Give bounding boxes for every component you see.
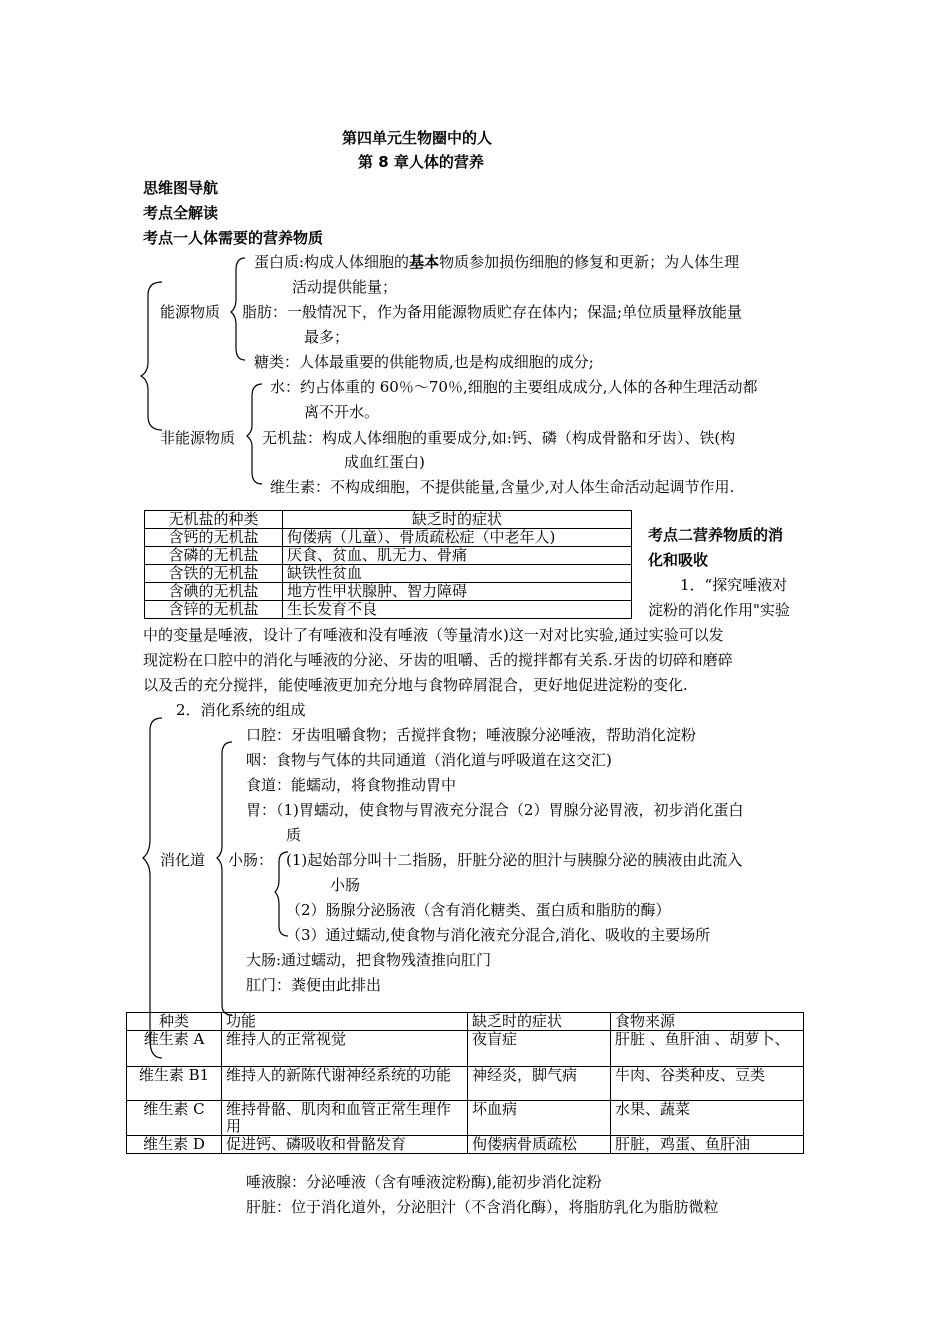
protein-bold: 基本 [409, 253, 440, 271]
table-header-row [127, 1013, 804, 1031]
salivary-gland-line: 唾液腺：分泌唾液（含有唾液淀粉酶),能初步消化淀粉 [246, 1173, 602, 1191]
table-cell: 含钙的无机盐 [145, 529, 283, 547]
table-row [127, 1031, 804, 1067]
table-row [145, 565, 632, 583]
table-cell: 维生素 D [127, 1136, 222, 1154]
vitamin-table [126, 1012, 804, 1154]
small-intestine-line-1: (1)起始部分叫十二指肠，肝脏分泌的胆汁与胰腺分泌的胰液由此流入 [286, 851, 743, 869]
protein-text-b: 物质参加损伤细胞的修复和更新；为人体生理 [439, 253, 740, 271]
table-header-row [145, 511, 632, 529]
paragraph-1-line: 淀粉的消化作用"实验 [648, 601, 790, 619]
table-cell: 含磷的无机盐 [145, 547, 283, 565]
table-cell: 含铁的无机盐 [145, 565, 283, 583]
table-cell: 夜盲症 [468, 1031, 611, 1067]
table-row [145, 547, 632, 565]
stomach-line: 胃：（1)胃蠕动，使食物与胃液充分混合（2）胃腺分泌胃液，初步消化蛋白 [246, 801, 744, 819]
key-point-2-heading: 考点二营养物质的消 [648, 526, 784, 544]
paragraph-1-line: 以及舌的充分搅拌，能使唾液更加充分地与食物碎屑混合，更好地促进淀粉的变化. [143, 676, 688, 694]
table-cell: 维生素 A [127, 1031, 222, 1067]
sugar-line: 糖类：人体最重要的供能物质,也是构成细胞的成分; [254, 353, 594, 371]
water-line: 水：约占体重的 60％～70％,细胞的主要组成成分,人体的各种生理活动都 [270, 378, 758, 396]
table-header: 缺乏时的症状 [283, 511, 632, 529]
esophagus-line: 食道：能蠕动，将食物推动胃中 [246, 776, 457, 794]
table-header: 功能 [222, 1013, 468, 1031]
protein-line [254, 252, 739, 272]
table-cell: 维生素 C [127, 1101, 222, 1136]
fat-line: 脂肪：一般情况下，作为备用能源物质贮存在体内；保温;单位质量释放能量 [242, 303, 743, 321]
anus-line: 肛门：粪便由此排出 [246, 976, 382, 994]
table-cell: 维持人的正常视觉 [222, 1031, 468, 1067]
table-cell: 坏血病 [468, 1101, 611, 1136]
mineral-line: 无机盐：构成人体细胞的重要成分,如:钙、磷（构成骨骼和牙齿）、铁(构 [262, 429, 736, 447]
protein-line-2: 活动提供能量； [292, 278, 398, 296]
table-row [127, 1136, 804, 1154]
nonenergy-label: 非能源物质 [160, 429, 236, 447]
paragraph-1-line: 现淀粉在口腔中的消化与唾液的分泌、牙齿的咀嚼、舌的搅拌都有关系.牙齿的切碎和磨碎 [143, 651, 733, 669]
table-row [145, 529, 632, 547]
table-cell: 缺铁性贫血 [283, 565, 632, 583]
table-row [145, 583, 632, 601]
table-cell: 水果、蔬菜 [611, 1101, 804, 1136]
table-cell: 牛肉、谷类种皮、豆类 [611, 1067, 804, 1101]
key-point-1-heading: 考点一人体需要的营养物质 [143, 229, 324, 247]
table-cell: 肝脏 、鱼肝油 、胡萝卜、 [611, 1031, 804, 1067]
large-intestine-line: 大肠:通过蠕动，把食物残渣推向肛门 [246, 951, 492, 969]
table-cell: 维生素 B1 [127, 1067, 222, 1101]
fat-line-2: 最多； [304, 328, 350, 346]
paragraph-2-heading: 2．消化系统的组成 [176, 701, 306, 719]
table-cell: 维持人的新陈代谢神经系统的功能 [222, 1067, 468, 1101]
vitamin-line: 维生素：不构成细胞，不提供能量,含量少,对人体生命活动起调节作用. [270, 478, 735, 496]
digest-brace-outer [143, 718, 162, 1058]
table-row [127, 1067, 804, 1101]
unit-title: 第四单元生物圈中的人 [342, 129, 493, 147]
table-cell: 促进钙、磷吸收和骨骼发育 [222, 1136, 468, 1154]
table-cell: 厌食、贫血、肌无力、骨痛 [283, 547, 632, 565]
nonenergy-brace [247, 384, 262, 484]
small-intestine-label: 小肠： [228, 851, 274, 869]
mineral-table [144, 510, 632, 619]
table-header: 缺乏时的症状 [468, 1013, 611, 1031]
paragraph-1-line: 中的变量是唾液，设计了有唾液和没有唾液（等量清水)这一对对比实验,通过实验可以发 [143, 626, 724, 644]
table-header: 食物来源 [611, 1013, 804, 1031]
table-header: 种类 [127, 1013, 222, 1031]
table-row [145, 601, 632, 619]
protein-text-a: 蛋白质:构成人体细胞的 [254, 253, 410, 271]
water-line-2: 离不开水。 [304, 403, 380, 421]
table-cell: 含碘的无机盐 [145, 583, 283, 601]
table-cell: 生长发育不良 [283, 601, 632, 619]
chapter-title: 第 8 章人体的营养 [358, 153, 484, 171]
paragraph-1-line: 1．“探究唾液对 [680, 576, 788, 594]
digestive-tract-label: 消化道 [160, 851, 206, 869]
mind-map-heading: 思维图导航 [143, 179, 219, 197]
table-cell: 含锌的无机盐 [145, 601, 283, 619]
table-cell: 肝脏，鸡蛋、鱼肝油 [611, 1136, 804, 1154]
table-header: 无机盐的种类 [145, 511, 283, 529]
pharynx-line: 咽：食物与气体的共同通道（消化道与呼吸道在这交汇) [246, 751, 612, 769]
liver-line: 肝脏：位于消化道外，分泌胆汁（不含消化酶），将脂肪乳化为脂肪微粒 [246, 1198, 719, 1216]
digest-brace-inner [217, 742, 232, 1015]
table-cell: 佝偻病（儿童）、骨质疏松症（中老年人) [283, 529, 632, 547]
mineral-line-2: 成血红蛋白) [344, 453, 425, 471]
energy-label: 能源物质 [160, 303, 221, 321]
table-cell: 佝偻病骨质疏松 [468, 1136, 611, 1154]
table-cell: 维持骨骼、肌肉和血管正常生理作用 [222, 1101, 468, 1136]
small-intestine-line-2: （2）肠腺分泌肠液（含有消化糖类、蛋白质和脂肪的酶） [286, 901, 671, 919]
small-intestine-line-1b: 小肠 [330, 876, 361, 894]
table-cell: 神经炎，脚气病 [468, 1067, 611, 1101]
mouth-line: 口腔：牙齿咀嚼食物；舌搅拌食物；唾液腺分泌唾液，帮助消化淀粉 [246, 726, 697, 744]
table-row [127, 1101, 804, 1136]
full-reading-heading: 考点全解读 [143, 204, 219, 222]
table-cell: 地方性甲状腺肿、智力障碍 [283, 583, 632, 601]
small-intestine-line-3: （3）通过蠕动,使食物与消化液充分混合,消化、吸收的主要场所 [286, 926, 711, 944]
key-point-2-heading-2: 化和吸收 [648, 551, 709, 569]
nutrient-brace [141, 282, 162, 430]
stomach-line-2: 质 [286, 826, 302, 844]
